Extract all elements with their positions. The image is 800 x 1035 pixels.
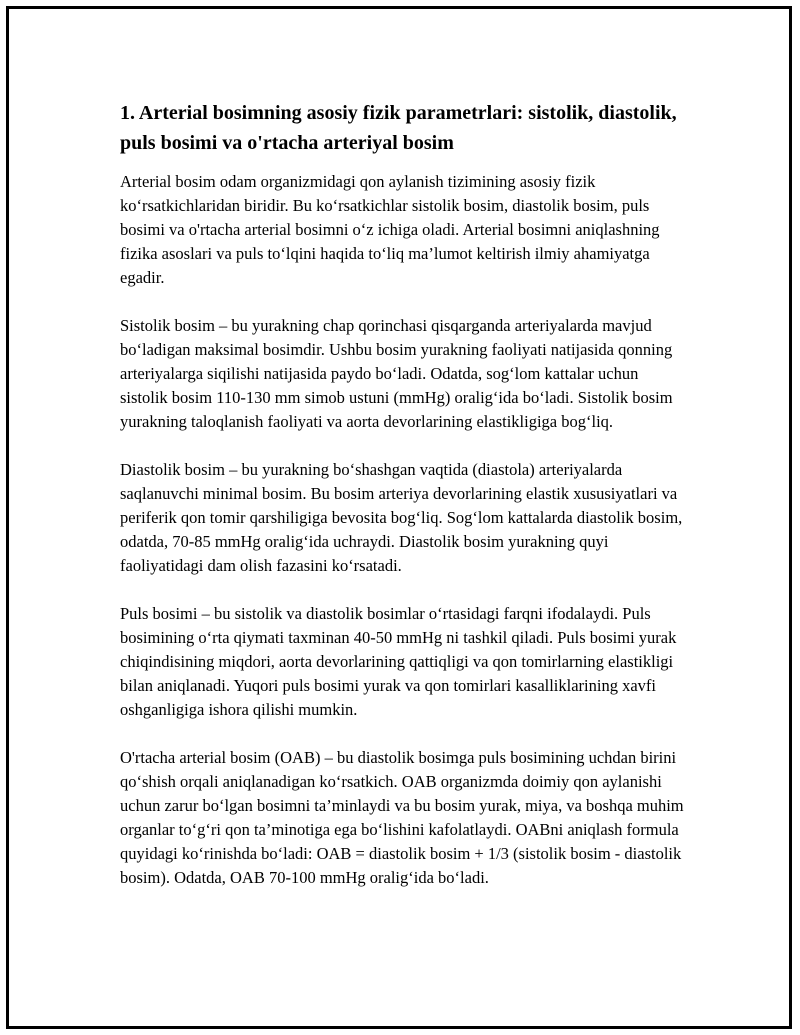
- page-frame: [6, 6, 792, 1029]
- paragraph-intro: Arterial bosim odam organizmidagi qon aylanish tizimining asosiy fizik ko‘rsatkichlaridan biridir. Bu ko‘rsatkichlar sistolik bosim, diastolik bosim, puls bosimi va o'rtacha arterial bosimni o‘z ichiga oladi. Arterial bosimni aniqlashning fizika asoslari va puls to‘lqini haqida to‘liq ma’lumot keltirish ilmiy ahamiyatga egadir.: [120, 172, 660, 287]
- paragraph-mean-arterial-pressure: O'rtacha arterial bosim (OAB) – bu diastolik bosimga puls bosimining uchdan birini qo‘shish orqali aniqlanadigan ko‘rsatkich. OAB organizmda doimiy qon aylanishi uchun zarur bo‘lgan bosimni ta’minlaydi va bu bosim yurak, miya, va boshqa muhim organlar to‘g‘ri qon ta’minotiga ega bo‘lishini kafolatlaydi. OABni aniqlash formula quyidagi ko‘rinishda bo‘ladi: OAB = diastolik bosim + 1/3 (sistolik bosim - diastolik bosim). Odatda, OAB 70-100 mmHg oralig‘ida bo‘ladi.: [120, 748, 684, 887]
- paragraph-pulse-pressure: Puls bosimi – bu sistolik va diastolik bosimlar o‘rtasidagi farqni ifodalaydi. Puls bosimining o‘rta qiymati taxminan 40-50 mmHg ni tashkil qiladi. Puls bosimi yurak chiqindisining miqdori, aorta devorlarining qattiqligi va qon tomirlarning elastikligi bilan aniqlanadi. Yuqori puls bosimi yurak va qon tomirlari kasalliklarining xavfi oshganligiga ishora qilishi mumkin.: [120, 604, 677, 719]
- paragraph-systolic: Sistolik bosim – bu yurakning chap qorinchasi qisqarganda arteriyalarda mavjud bo‘ladigan maksimal bosimdir. Ushbu bosim yurakning faoliyati natijasida qonning arteriyalarga siqilishi natijasida paydo bo‘ladi. Odatda, sog‘lom kattalar uchun sistolik bosim 110-130 mm simob ustuni (mmHg) oralig‘ida bo‘ladi. Sistolik bosim yurakning taloqlanish faoliyati va aorta devorlarining elastikligiga bog‘liq.: [120, 316, 673, 431]
- document-body: [120, 98, 690, 914]
- paragraph-diastolic: Diastolik bosim – bu yurakning bo‘shashgan vaqtida (diastola) arteriyalarda saqlanuvchi minimal bosim. Bu bosim arteriya devorlarining elastik xususiyatlari va periferik qon tomir qarshiligiga bevosita bog‘liq. Sog‘lom kattalarda diastolik bosim, odatda, 70-85 mmHg oralig‘ida uchraydi. Diastolik bosim yurakning quyi faoliyatidagi dam olish fazasini ko‘rsatadi.: [120, 460, 683, 575]
- document-title: 1. Arterial bosimning asosiy fizik parametrlari: sistolik, diastolik, puls bosimi va o'rtacha arteriyal bosim: [120, 102, 677, 154]
